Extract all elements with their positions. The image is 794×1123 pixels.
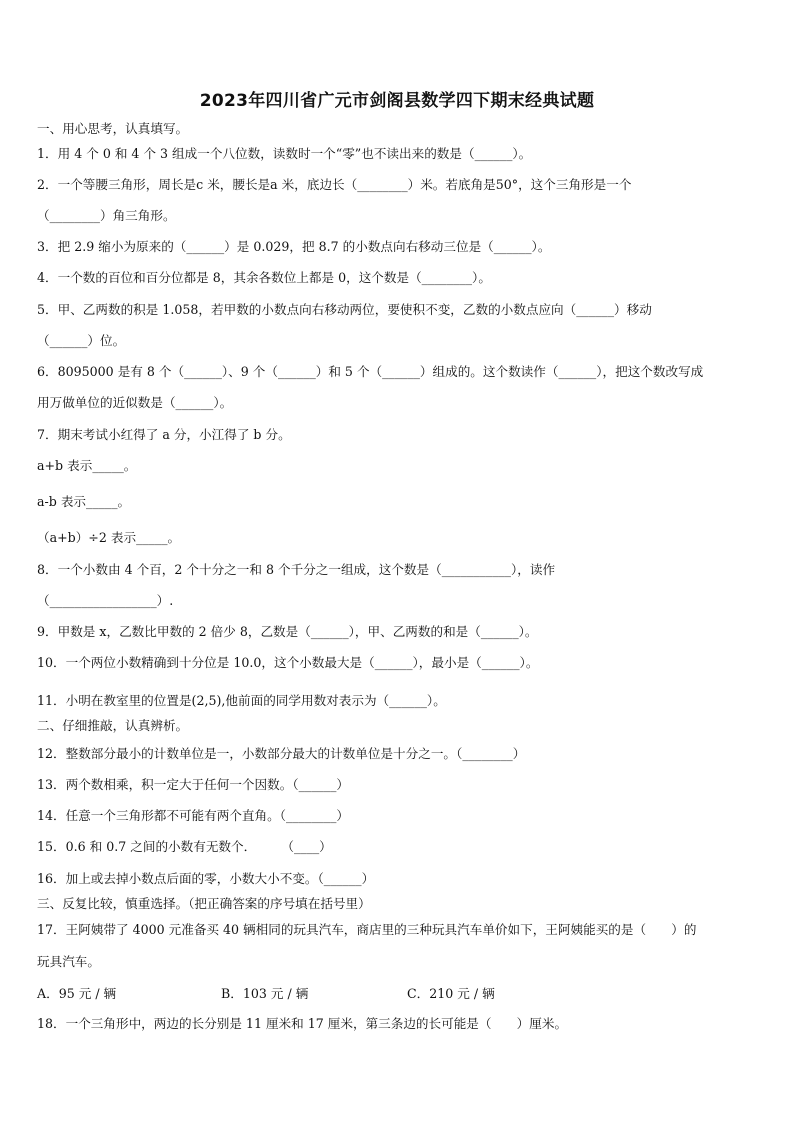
question-5: 5．甲、乙两数的积是 1.058，若甲数的小数点向右移动两位，要使积不变，乙数的小数点应向（______）移动 bbox=[37, 302, 652, 317]
question-2-cont: （________）角三角形。 bbox=[37, 208, 176, 223]
question-7-c: （a+b）÷2 表示_____。 bbox=[37, 530, 181, 545]
question-14: 14．任意一个三角形都不可能有两个直角。（________） bbox=[37, 808, 349, 823]
question-18: 18．一个三角形中，两边的长分别是 11 厘米和 17 厘米，第三条边的长可能是（ ）厘米。 bbox=[37, 1016, 568, 1031]
question-17-options bbox=[37, 986, 762, 1002]
option-a: A．95 元 / 辆 bbox=[37, 986, 117, 1001]
question-6: 6．8095000 是有 8 个（______）、9 个（______）和 5 个（______）组成的。这个数读作（______），把这个数改写成 bbox=[37, 364, 704, 379]
question-2: 2．一个等腰三角形，周长是c 米，腰长是a 米，底边长（________）米。若底角是50°，这个三角形是一个 bbox=[37, 177, 632, 192]
question-12: 12．整数部分最小的计数单位是一，小数部分最大的计数单位是十分之一。（________） bbox=[37, 746, 526, 761]
question-11: 11．小明在教室里的位置是(2,5),他前面的同学用数对表示为（______）。 bbox=[37, 693, 446, 708]
option-b: B．103 元 / 辆 bbox=[221, 986, 309, 1001]
question-10: 10．一个两位小数精确到十分位是 10.0，这个小数最大是（______），最小是（______）。 bbox=[37, 655, 539, 670]
question-8-cont: （_________________）. bbox=[37, 593, 174, 608]
section-heading-1: 一、用心思考，认真填写。 bbox=[37, 121, 189, 136]
section-heading-2: 二、仔细推敲，认真辨析。 bbox=[37, 718, 189, 733]
question-17-cont: 玩具汽车。 bbox=[37, 954, 100, 969]
question-1: 1．用 4 个 0 和 4 个 3 组成一个八位数，读数时一个“零”也不读出来的数是（______）。 bbox=[37, 146, 532, 161]
question-15: 15．0.6 和 0.7 之间的小数有无数个． （____） bbox=[37, 839, 332, 854]
question-7-b: a-b 表示_____。 bbox=[37, 494, 131, 509]
question-7: 7．期末考试小红得了 a 分，小江得了 b 分。 bbox=[37, 427, 291, 442]
question-13: 13．两个数相乘，积一定大于任何一个因数。（______） bbox=[37, 777, 349, 792]
question-16: 16．加上或去掉小数点后面的零，小数大小不变。（______） bbox=[37, 871, 375, 886]
question-3: 3．把 2.9 缩小为原来的（______）是 0.029，把 8.7 的小数点向右移动三位是（______）。 bbox=[37, 239, 551, 254]
page-title: 2023年四川省广元市剑阁县数学四下期末经典试题 bbox=[199, 91, 595, 111]
question-5-cont: （______）位。 bbox=[37, 333, 126, 348]
question-6-cont: 用万做单位的近似数是（______）。 bbox=[37, 395, 233, 410]
question-9: 9．甲数是 x，乙数比甲数的 2 倍少 8，乙数是（______），甲、乙两数的和是（______）。 bbox=[37, 624, 538, 639]
section-heading-3: 三、反复比较，慎重选择。（把正确答案的序号填在括号里） bbox=[37, 896, 371, 911]
question-8: 8．一个小数由 4 个百，2 个十分之一和 8 个千分之一组成，这个数是（___________），读作 bbox=[37, 562, 556, 577]
question-7-a: a+b 表示_____。 bbox=[37, 458, 137, 473]
question-17: 17．王阿姨带了 4000 元准备买 40 辆相同的玩具汽车，商店里的三种玩具汽车单价如下，王阿姨能买的是（ ）的 bbox=[37, 922, 697, 937]
question-4: 4．一个数的百位和百分位都是 8，其余各数位上都是 0，这个数是（________）。 bbox=[37, 270, 491, 285]
option-c: C．210 元 / 辆 bbox=[407, 986, 495, 1001]
